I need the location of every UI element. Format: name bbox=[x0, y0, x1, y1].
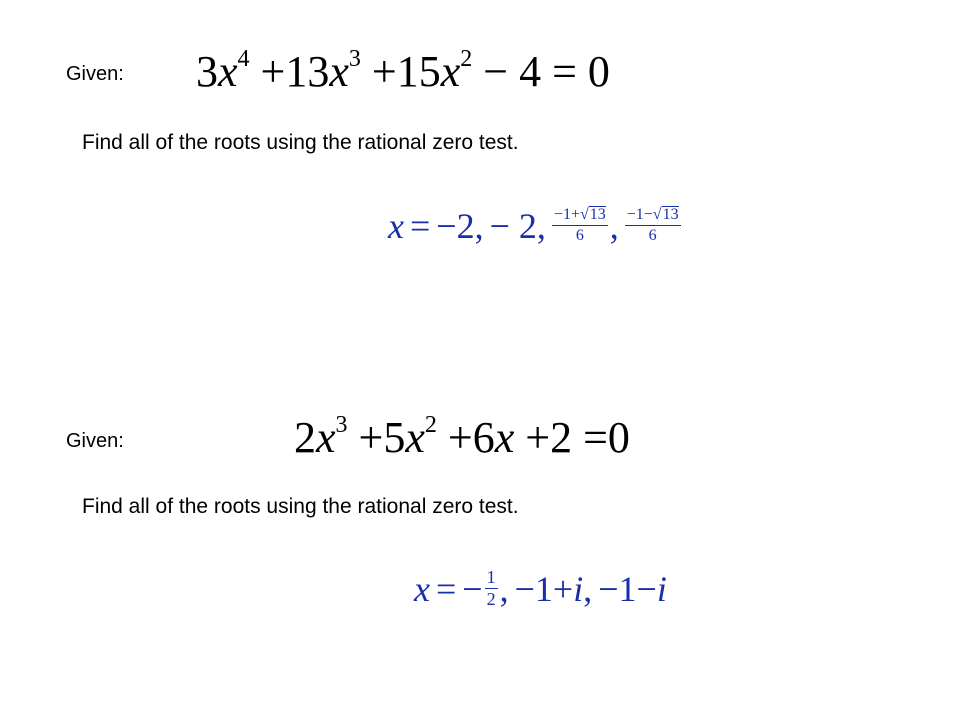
fraction-root-2: $\frac{-1-√13}{6}$ bbox=[626, 206, 679, 244]
instruction-2: Find all of the roots using the rational zero test. bbox=[82, 495, 519, 518]
given-label-2: Given: bbox=[66, 430, 124, 452]
answer-1: x = −2, − 2, $\frac{-1+√13}{6}$ , $\frac{-1-√13}{6}$ bbox=[388, 205, 679, 246]
equation-1: $3x^4 +13x^3 +15x^2 - 4 = 0$ bbox=[196, 46, 610, 96]
fraction-root-1: $\frac{-1+√13}{6}$ bbox=[553, 206, 606, 244]
instruction-1: Find all of the roots using the rational zero test. bbox=[82, 131, 519, 154]
fraction-root-half: $\frac{1}{2}$ bbox=[486, 567, 496, 609]
answer-2: x = − $\frac{1}{2}$ , −1+ i , −1− i bbox=[414, 567, 667, 609]
equation-2: $2x^3 +5x^2 +6x +2 =0$ bbox=[294, 412, 630, 462]
given-label-1: Given: bbox=[66, 63, 124, 85]
